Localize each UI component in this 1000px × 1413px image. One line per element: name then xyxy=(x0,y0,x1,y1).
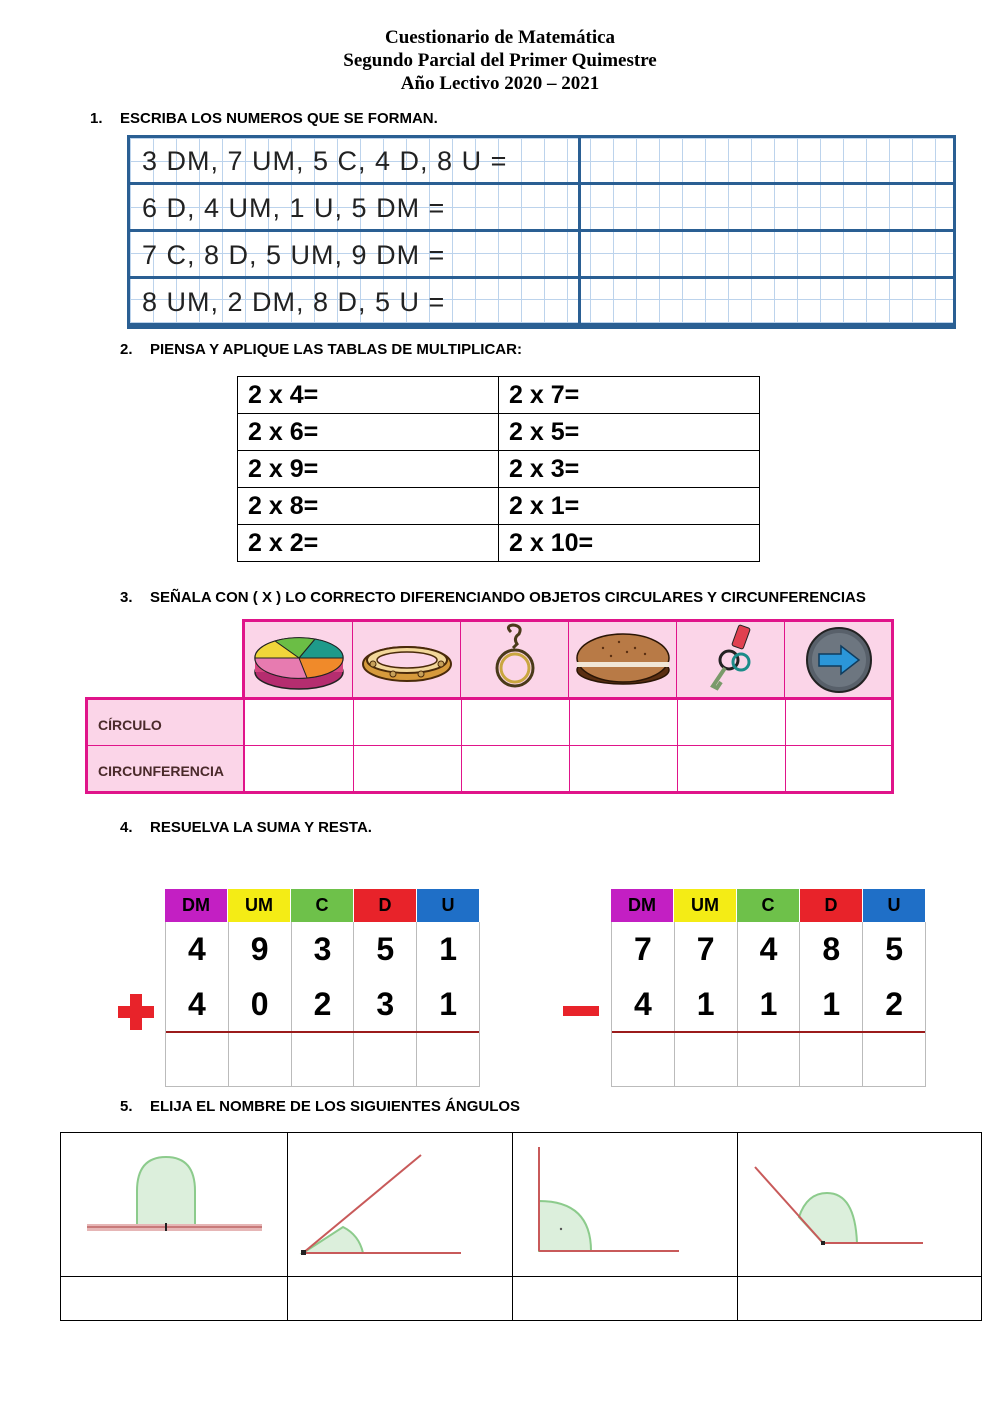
formation-row xyxy=(130,185,953,232)
result-line xyxy=(166,1031,479,1033)
place-value-header xyxy=(165,889,480,922)
question-number: 1. xyxy=(90,110,103,127)
digit-cell: 4 xyxy=(166,922,229,977)
obtuse-angle-icon xyxy=(751,1157,941,1257)
header-d: D xyxy=(354,889,417,922)
question-number: 2. xyxy=(120,341,133,358)
column-divider xyxy=(287,1133,288,1320)
column-divider xyxy=(353,700,354,791)
answer-cell[interactable] xyxy=(292,1032,355,1087)
question-number: 4. xyxy=(120,819,133,836)
question-text: RESUELVA LA SUMA Y RESTA. xyxy=(150,819,372,836)
question-4-title xyxy=(120,819,372,836)
answer-cell[interactable] xyxy=(800,1032,863,1087)
image-cell xyxy=(461,622,569,698)
multiplication-cell[interactable]: 2 x 5= xyxy=(499,414,760,451)
digit-cell: 2 xyxy=(885,986,903,1022)
addend-row-2 xyxy=(166,977,479,1032)
row-label-circulo: CÍRCULO xyxy=(88,700,245,745)
multiplication-cell[interactable]: 2 x 10= xyxy=(499,525,760,562)
circle-classification-grid xyxy=(85,697,894,794)
formation-expression: 8 UM, 2 DM, 8 D, 5 U = xyxy=(142,287,446,317)
subtrahend-row xyxy=(612,977,925,1032)
question-3-title xyxy=(120,589,866,606)
column-divider xyxy=(737,1133,738,1320)
row-divider xyxy=(88,745,891,746)
question-2-title xyxy=(120,341,522,358)
digit-cell: 1 xyxy=(738,977,801,1032)
image-cell xyxy=(569,622,677,698)
answer-cell[interactable] xyxy=(354,1032,417,1087)
column-divider xyxy=(578,138,581,326)
answer-cell[interactable] xyxy=(229,1032,292,1087)
header-u: U xyxy=(863,889,926,922)
header-u: U xyxy=(417,889,480,922)
pie-chart-icon xyxy=(245,622,353,698)
addend-row-1 xyxy=(166,922,479,977)
multiplication-cell[interactable]: 2 x 4= xyxy=(238,377,499,414)
header-dm: DM xyxy=(165,889,228,922)
digit-cell: 1 xyxy=(439,986,457,1022)
digit-cell: 8 xyxy=(800,922,863,977)
formation-row xyxy=(130,138,953,185)
question-text: ESCRIBA LOS NUMEROS QUE SE FORMAN. xyxy=(120,110,438,127)
digit-cell: 5 xyxy=(354,922,417,977)
image-cell xyxy=(245,622,353,698)
digit-cell: 4 xyxy=(166,977,229,1032)
question-1-title xyxy=(90,110,438,127)
digit-cell: 4 xyxy=(738,922,801,977)
answer-row xyxy=(612,1032,925,1087)
formation-expression: 7 C, 8 D, 5 UM, 9 DM = xyxy=(142,240,446,270)
multiplication-cell[interactable]: 2 x 6= xyxy=(238,414,499,451)
title-line-3: Año Lectivo 2020 – 2021 xyxy=(400,73,600,94)
tambourine-icon xyxy=(353,622,461,698)
keyring-icon xyxy=(677,622,785,698)
answer-cell[interactable] xyxy=(612,1032,675,1087)
acute-angle-icon xyxy=(299,1151,499,1261)
image-cell xyxy=(677,622,785,698)
angles-table xyxy=(60,1132,982,1321)
column-divider xyxy=(512,1133,513,1320)
answer-cell[interactable] xyxy=(166,1032,229,1087)
multiplication-table xyxy=(237,376,760,562)
answer-cell[interactable] xyxy=(863,1032,925,1087)
header-c: C xyxy=(737,889,800,922)
header-d: D xyxy=(800,889,863,922)
title-line-1: Cuestionario de Matemática xyxy=(384,27,616,48)
ring-icon xyxy=(461,622,569,698)
place-value-grid xyxy=(165,922,480,1087)
question-5-title xyxy=(120,1098,520,1115)
digit-cell: 1 xyxy=(675,977,738,1032)
answer-cell[interactable] xyxy=(675,1032,738,1087)
straight-angle-icon xyxy=(81,1151,271,1261)
place-value-header xyxy=(611,889,926,922)
cookie-icon xyxy=(569,622,677,698)
question-text: ELIJA EL NOMBRE DE LOS SIGUIENTES ÁNGULOS xyxy=(150,1098,521,1115)
digit-cell: 2 xyxy=(292,977,355,1032)
digit-cell: 0 xyxy=(229,977,292,1032)
minuend-row xyxy=(612,922,925,977)
row-label-circunferencia: CIRCUNFERENCIA xyxy=(88,746,245,791)
digit-cell: 4 xyxy=(612,977,675,1032)
column-divider xyxy=(677,700,678,791)
image-cell xyxy=(785,622,893,698)
arrow-button-icon xyxy=(785,622,893,698)
image-cell xyxy=(353,622,461,698)
question-text: PIENSA Y APLIQUE LAS TABLAS DE MULTIPLICAR: xyxy=(150,341,522,358)
digit-cell: 1 xyxy=(439,931,457,967)
header-um: UM xyxy=(228,889,291,922)
right-angle-icon xyxy=(533,1145,733,1255)
result-line xyxy=(612,1031,925,1033)
answer-row xyxy=(166,1032,479,1087)
digit-cell: 7 xyxy=(675,922,738,977)
row-divider xyxy=(61,1276,981,1277)
formation-expression: 3 DM, 7 UM, 5 C, 4 D, 8 U = xyxy=(142,146,508,176)
header-um: UM xyxy=(674,889,737,922)
plus-icon xyxy=(116,992,156,1032)
digit-cell: 9 xyxy=(229,922,292,977)
title-line-2: Segundo Parcial del Primer Quimestre xyxy=(343,50,657,71)
multiplication-cell[interactable]: 2 x 7= xyxy=(499,377,760,414)
multiplication-cell[interactable]: 2 x 2= xyxy=(238,525,499,562)
formation-row xyxy=(130,279,953,326)
column-divider xyxy=(569,700,570,791)
question-number: 5. xyxy=(120,1098,133,1115)
column-divider xyxy=(785,700,786,791)
header-c: C xyxy=(291,889,354,922)
formation-row xyxy=(130,232,953,279)
header-dm: DM xyxy=(611,889,674,922)
number-formation-table xyxy=(127,135,956,329)
column-divider xyxy=(461,700,462,791)
question-text: SEÑALA CON ( X ) LO CORRECTO DIFERENCIANDO OBJETOS CIRCULARES Y CIRCUNFERENCIAS xyxy=(150,589,866,606)
multiplication-cell[interactable]: 2 x 8= xyxy=(238,488,499,525)
digit-cell: 7 xyxy=(612,922,675,977)
answer-cell[interactable] xyxy=(738,1032,801,1087)
addition-place-value-table xyxy=(165,889,480,1087)
subtraction-place-value-table xyxy=(611,889,926,1087)
multiplication-cell[interactable]: 2 x 9= xyxy=(238,451,499,488)
multiplication-cell[interactable]: 2 x 1= xyxy=(499,488,760,525)
digit-cell: 5 xyxy=(885,931,903,967)
multiplication-cell[interactable]: 2 x 3= xyxy=(499,451,760,488)
answer-cell[interactable] xyxy=(417,1032,479,1087)
place-value-grid xyxy=(611,922,926,1087)
question-number: 3. xyxy=(120,589,133,606)
formation-expression: 6 D, 4 UM, 1 U, 5 DM = xyxy=(142,193,446,223)
digit-cell: 3 xyxy=(292,922,355,977)
minus-icon xyxy=(561,1004,601,1018)
digit-cell: 3 xyxy=(354,977,417,1032)
objects-image-row xyxy=(242,619,894,698)
digit-cell: 1 xyxy=(800,977,863,1032)
